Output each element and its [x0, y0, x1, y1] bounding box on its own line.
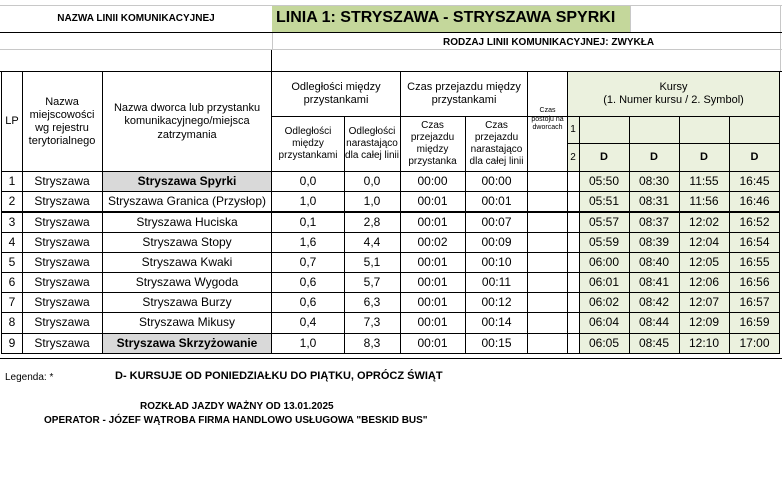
- row-lp: 2: [8, 194, 16, 209]
- departure-time: 08:41: [638, 274, 670, 289]
- row-dist-between: 1,6: [299, 234, 317, 249]
- grid-line: [272, 32, 273, 49]
- departure-time: 16:59: [739, 315, 770, 330]
- grid-line: [567, 116, 780, 117]
- grid-line: [0, 49, 782, 50]
- row-time-between: 00:01: [417, 335, 448, 350]
- row-lp: 7: [8, 294, 16, 309]
- departure-time: 08:45: [638, 335, 670, 350]
- grid-line: [271, 50, 272, 72]
- row-time-cumulative: 00:15: [481, 335, 512, 350]
- departure-time: 16:56: [739, 274, 770, 289]
- departure-time: 05:59: [588, 234, 620, 249]
- row-time-cumulative: 00:10: [481, 254, 512, 269]
- row-lp: 9: [8, 335, 16, 350]
- grid-line: [1, 353, 780, 354]
- row-lp: 6: [8, 274, 16, 289]
- row-dist-cumulative: 5,7: [363, 274, 381, 289]
- row-locality: Stryszawa: [34, 294, 90, 309]
- col-dist-between: Odległości między przystankami: [278, 126, 338, 161]
- row-time-between: 00:02: [417, 234, 448, 249]
- row-dist-cumulative: 0,0: [363, 174, 381, 189]
- departure-time: 08:44: [638, 315, 670, 330]
- row-dist-cumulative: 6,3: [363, 294, 381, 309]
- departure-time: 16:57: [739, 294, 770, 309]
- line-name-label: NAZWA LINII KOMUNIKACYJNEJ: [57, 13, 215, 24]
- departure-time: 06:02: [588, 294, 620, 309]
- symbol-2: D: [650, 151, 658, 164]
- row-dist-cumulative: 2,8: [363, 214, 381, 229]
- departure-time: 12:09: [688, 315, 720, 330]
- row-locality: Stryszawa: [34, 274, 90, 289]
- col-time-between: Czas przejazdu między przystanka: [408, 120, 457, 167]
- departure-time: 16:54: [739, 234, 770, 249]
- col-distances: Odległości między przystankami: [291, 80, 381, 106]
- row-locality: Stryszawa: [34, 194, 90, 209]
- row-time-cumulative: 00:12: [481, 294, 512, 309]
- grid-line: [0, 358, 782, 359]
- row-locality: Stryszawa: [34, 174, 90, 189]
- departure-time: 08:31: [638, 194, 670, 209]
- course-number-mark: 1: [570, 124, 576, 135]
- col-dist-cumulative: Odległości narastająco dla całej linii: [345, 126, 399, 161]
- grid-line: [0, 5, 782, 6]
- row-dist-cumulative: 8,3: [363, 335, 381, 350]
- departure-time: 12:02: [688, 214, 720, 229]
- departure-time: 06:01: [588, 274, 620, 289]
- row-dist-cumulative: 7,3: [363, 315, 381, 330]
- departure-time: 16:45: [739, 174, 770, 189]
- departure-time: 05:51: [588, 194, 620, 209]
- departure-time: 08:40: [638, 254, 670, 269]
- departure-time: 08:42: [638, 294, 670, 309]
- departure-time: 17:00: [739, 335, 770, 350]
- row-dist-between: 0,6: [299, 294, 317, 309]
- symbol-3: D: [700, 151, 708, 164]
- departure-time: 08:30: [638, 174, 670, 189]
- departure-time: 06:05: [588, 335, 620, 350]
- grid-line: [780, 6, 781, 72]
- line-type: RODZAJ LINII KOMUNIKACYJNEJ: ZWYKŁA: [443, 37, 655, 48]
- row-locality: Stryszawa: [34, 214, 90, 229]
- row-lp: 8: [8, 315, 16, 330]
- row-time-cumulative: 00:11: [481, 274, 512, 289]
- departure-time: 12:04: [688, 234, 720, 249]
- departure-time: 11:55: [689, 174, 719, 189]
- departure-time: 12:07: [688, 294, 720, 309]
- row-stop: Stryszawa Skrzyżowanie: [116, 335, 258, 350]
- row-locality: Stryszawa: [34, 335, 90, 350]
- row-time-between: 00:00: [417, 174, 448, 189]
- row-locality: Stryszawa: [34, 254, 90, 269]
- col-locality: Nazwa miejscowości wg rejestru terytorialnego: [28, 95, 96, 148]
- valid-from: ROZKŁAD JAZDY WAŻNY OD 13.01.2025: [140, 401, 334, 412]
- col-courses: Kursy (1. Numer kursu / 2. Symbol): [603, 80, 744, 106]
- legend-label: Legenda: *: [5, 372, 54, 383]
- row-stop: Stryszawa Mikusy: [138, 315, 236, 330]
- departure-time: 05:50: [588, 174, 620, 189]
- row-dist-cumulative: 1,0: [363, 194, 381, 209]
- col-time-cumulative: Czas przejazdu narastająco dla całej linii: [469, 120, 524, 167]
- row-stop: Stryszawa Huciska: [136, 214, 238, 229]
- row-dist-cumulative: 4,4: [363, 234, 381, 249]
- departure-time: 16:52: [739, 214, 770, 229]
- departure-time: 12:05: [688, 254, 720, 269]
- row-lp: 4: [8, 234, 16, 249]
- row-time-between: 00:01: [417, 214, 448, 229]
- row-stop: Stryszawa Wygoda: [135, 274, 239, 289]
- row-dist-between: 0,0: [299, 174, 317, 189]
- row-time-between: 00:01: [417, 274, 448, 289]
- departure-time: 12:06: [688, 274, 720, 289]
- row-stop: Stryszawa Burzy: [142, 294, 232, 309]
- departure-time: 06:00: [588, 254, 620, 269]
- departure-time: 16:55: [739, 254, 770, 269]
- row-dist-between: 0,6: [299, 274, 317, 289]
- col-stop: Nazwa dworca lub przystanku komunikacyjnego/miejsca zatrzymania: [113, 102, 261, 141]
- row-dist-between: 1,0: [299, 194, 317, 209]
- row-time-cumulative: 00:07: [481, 214, 512, 229]
- row-stop: Stryszawa Spyrki: [137, 174, 237, 189]
- row-dist-between: 1,0: [299, 335, 317, 350]
- row-dist-between: 0,7: [299, 254, 317, 269]
- row-stop: Stryszawa Kwaki: [141, 254, 233, 269]
- legend-text: D- KURSUJE OD PONIEDZIAŁKU DO PIĄTKU, OPRÓCZ ŚWIĄT: [115, 370, 443, 382]
- grid-line: [0, 32, 782, 33]
- row-lp: 1: [8, 174, 16, 189]
- row-time-between: 00:01: [417, 315, 448, 330]
- departure-time: 08:37: [638, 214, 670, 229]
- departure-time: 12:10: [688, 335, 720, 350]
- row-time-between: 00:01: [417, 194, 448, 209]
- grid-line: [630, 6, 631, 32]
- symbol-4: D: [750, 151, 759, 164]
- line-title: LINIA 1: STRYSZAWA - STRYSZAWA SPYRKI: [276, 9, 616, 26]
- row-dist-between: 0,1: [299, 214, 317, 229]
- row-stop: Stryszawa Stopy: [142, 234, 232, 249]
- row-time-cumulative: 00:01: [481, 194, 512, 209]
- row-time-cumulative: 00:14: [481, 315, 512, 330]
- row-locality: Stryszawa: [34, 234, 90, 249]
- row-lp: 5: [8, 254, 16, 269]
- row-dist-cumulative: 5,1: [363, 254, 381, 269]
- row-time-cumulative: 00:09: [481, 234, 512, 249]
- departure-time: 06:04: [588, 315, 620, 330]
- col-lp: LP: [5, 115, 19, 128]
- col-dwell: Czas postoju na dworcach: [531, 107, 564, 132]
- row-time-between: 00:01: [417, 254, 448, 269]
- departure-time: 11:56: [689, 194, 719, 209]
- symbol-1: D: [600, 151, 608, 164]
- row-dist-between: 0,4: [299, 315, 317, 330]
- course-symbol-mark: 2: [570, 152, 576, 163]
- row-time-cumulative: 00:00: [481, 174, 512, 189]
- operator: OPERATOR - JÓZEF WĄTROBA FIRMA HANDLOWO USŁUGOWA "BESKID BUS": [44, 415, 428, 426]
- row-locality: Stryszawa: [34, 315, 90, 330]
- row-time-between: 00:01: [417, 294, 448, 309]
- departure-time: 05:57: [588, 214, 620, 229]
- row-stop: Stryszawa Granica (Przysłop): [107, 194, 267, 209]
- departure-time: 16:46: [739, 194, 770, 209]
- col-times: Czas przejazdu między przystankami: [407, 80, 521, 106]
- row-lp: 3: [8, 214, 16, 229]
- departure-time: 08:39: [638, 234, 670, 249]
